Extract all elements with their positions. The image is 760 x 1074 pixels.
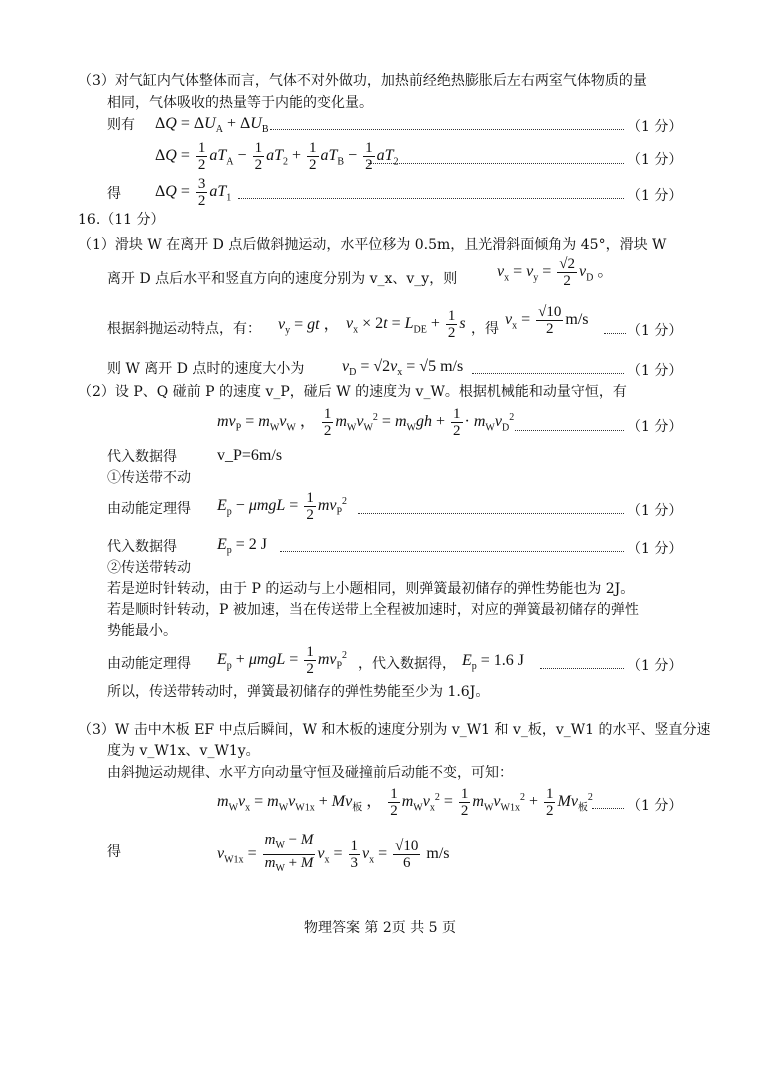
q16-p2-vp: v_P=6m/s bbox=[217, 447, 283, 464]
leader-dots bbox=[515, 430, 624, 431]
score: （1 分） bbox=[627, 119, 683, 135]
eq-ep-2j: $E_p = 2$ J bbox=[217, 536, 268, 557]
leader-dots bbox=[604, 333, 626, 334]
eq-vw1x: $v_{W1x}$ = $\frac{m_W - M}{m_W + M}$ $v_x$ = $\frac{1}{3}$ $v_x$ = $\frac{√10}{6}$ m/s bbox=[217, 832, 450, 874]
q16-p2-theorem: 由动能定理得 bbox=[107, 501, 191, 517]
q16-p2-ccw: 若是逆时针转动，由于 P 的运动与上小题相同，则弹簧最初储存的弹性势能也为 2J。 bbox=[107, 581, 635, 597]
eq2: ΔQ = $\frac{1}{2}$ $aT_A$ − $\frac{1}{2}$ $aT_2$ + $\frac{1}{2}$ $aT_B$ − $\frac{1}{2}$ $aT_2$ bbox=[155, 140, 399, 173]
p3a-get-label: 得 bbox=[107, 186, 121, 202]
score: （1 分） bbox=[627, 188, 683, 204]
q16-p2-sub2: 代入数据得 bbox=[107, 539, 177, 555]
q16-p3-line1: （3）W 击中木板 EF 中点后瞬间，W 和木板的速度分别为 v_W1 和 v_板，v_W1 的水平、竖直分速 bbox=[78, 722, 711, 738]
score: （1 分） bbox=[627, 363, 683, 379]
q16-p3-line3: 由斜抛运动规律、水平方向动量守恒及碰撞前后动能不变，可知： bbox=[107, 765, 513, 781]
leader-dots bbox=[540, 668, 624, 669]
leader-dots bbox=[280, 551, 624, 552]
score: （1 分） bbox=[627, 152, 683, 168]
q16-p1-line1: （1）滑块 W 在离开 D 点后做斜抛运动，水平位移为 0.5m，且光滑斜面倾角为 45°，滑块 W bbox=[78, 237, 667, 253]
score: （1 分） bbox=[627, 323, 683, 339]
eq-vy-gt: $v_y$ = gt ， bbox=[278, 316, 340, 337]
p3a-line2: 相同，气体吸收的热量等于内能的变化量。 bbox=[107, 95, 373, 111]
q16-p2-cw2: 势能最小。 bbox=[107, 623, 177, 639]
eq-vx-vy: $v_x = v_y$ = $\frac{√2}{2}$ $v_D$ 。 bbox=[497, 256, 614, 289]
score: （1 分） bbox=[627, 658, 683, 674]
score: （1 分） bbox=[627, 419, 683, 435]
leader-dots bbox=[472, 373, 624, 374]
leader-dots bbox=[358, 513, 624, 514]
leader-dots bbox=[368, 163, 624, 164]
eq-ep-1-6j: $E_p = 1.6$ J bbox=[462, 652, 525, 673]
q16-p1-line3b: ，得 bbox=[471, 321, 499, 337]
score: （1 分） bbox=[627, 541, 683, 557]
eq-energy-static: $E_p - \mu mgL$ = $\frac{1}{2}$ $mv_P^2$ bbox=[217, 490, 348, 523]
q16-p2-line1: （2）设 P、Q 碰前 P 的速度 v_P，碰后 W 的速度为 v_W。根据机械能和动量守恒，有 bbox=[78, 384, 627, 400]
score: （1 分） bbox=[627, 798, 683, 814]
eq-horizontal: $v_x \times 2t = L_{DE}$ + $\frac{1}{2}$ s bbox=[346, 308, 466, 341]
p3a-line1: （3）对气缸内气体整体而言，气体不对外做功，加热前经绝热膨胀后左右两室气体物质的量 bbox=[78, 73, 647, 89]
eq-energy-moving: $E_p + \mu mgL$ = $\frac{1}{2}$ $mv_P^2$ bbox=[217, 644, 348, 677]
q16-p1-line4-label: 则 W 离开 D 点时的速度大小为 bbox=[107, 361, 305, 377]
q16-p3-line2: 度为 v_W1x、v_W1y。 bbox=[107, 743, 260, 759]
page-footer: 物理答案 第 2页 共 5 页 bbox=[303, 920, 457, 936]
eq3: ΔQ = $\frac{3}{2}$ $aT_1$ bbox=[155, 176, 232, 209]
eq-vx-value: $v_x$ = $\frac{√10}{2}$ m/s bbox=[505, 304, 589, 337]
eq-momentum-energy: $mv_P = m_Wv_W$ ， $\frac{1}{2}$ $m_Wv_W^2 = m_Wgh$ + $\frac{1}{2}$ · $m_Wv_D^2$ bbox=[217, 406, 515, 439]
q16-p2-concl: 所以，传送带转动时，弹簧最初储存的弹性势能至少为 1.6J。 bbox=[107, 684, 490, 700]
q16-p2-case1: ①传送带不动 bbox=[107, 470, 191, 486]
q16-title: 16.（11 分） bbox=[78, 212, 165, 228]
p3a-then-label: 则有 bbox=[107, 117, 135, 133]
leader-dots bbox=[238, 198, 624, 199]
q16-p3-get: 得 bbox=[107, 844, 121, 860]
leader-dots bbox=[592, 808, 624, 809]
q16-p1-line3: 根据斜抛运动特点，有： bbox=[107, 321, 261, 337]
leader-dots bbox=[270, 129, 624, 130]
q16-p2-case2: ②传送带转动 bbox=[107, 560, 191, 576]
eq-collision: $m_Wv_x = m_Wv_{W1x} + Mv_板$ ， $\frac{1}{2}$ $m_Wv_x^2$ = $\frac{1}{2}$ $m_Wv_{W1x}^2$ + $\frac{1}{2}$ $Mv_板^2$ bbox=[217, 786, 593, 819]
q16-p2-sub3: ，代入数据得， bbox=[358, 656, 456, 672]
eq1: $\Delta Q = \Delta U_A + \Delta U_B$ bbox=[155, 115, 269, 136]
q16-p2-theorem: 由动能定理得 bbox=[107, 656, 191, 672]
q16-p2-cw1: 若是顺时针转动，P 被加速，当在传送带上全程被加速时，对应的弹簧最初储存的弹性 bbox=[107, 602, 639, 618]
score: （1 分） bbox=[627, 503, 683, 519]
q16-p2-sub1: 代入数据得 bbox=[107, 449, 177, 465]
q16-p1-line2: 离开 D 点后水平和竖直方向的速度分别为 v_x、v_y，则 bbox=[107, 271, 458, 287]
eq-vd: $v_D = √2v_x = √5$ m/s bbox=[342, 358, 464, 379]
